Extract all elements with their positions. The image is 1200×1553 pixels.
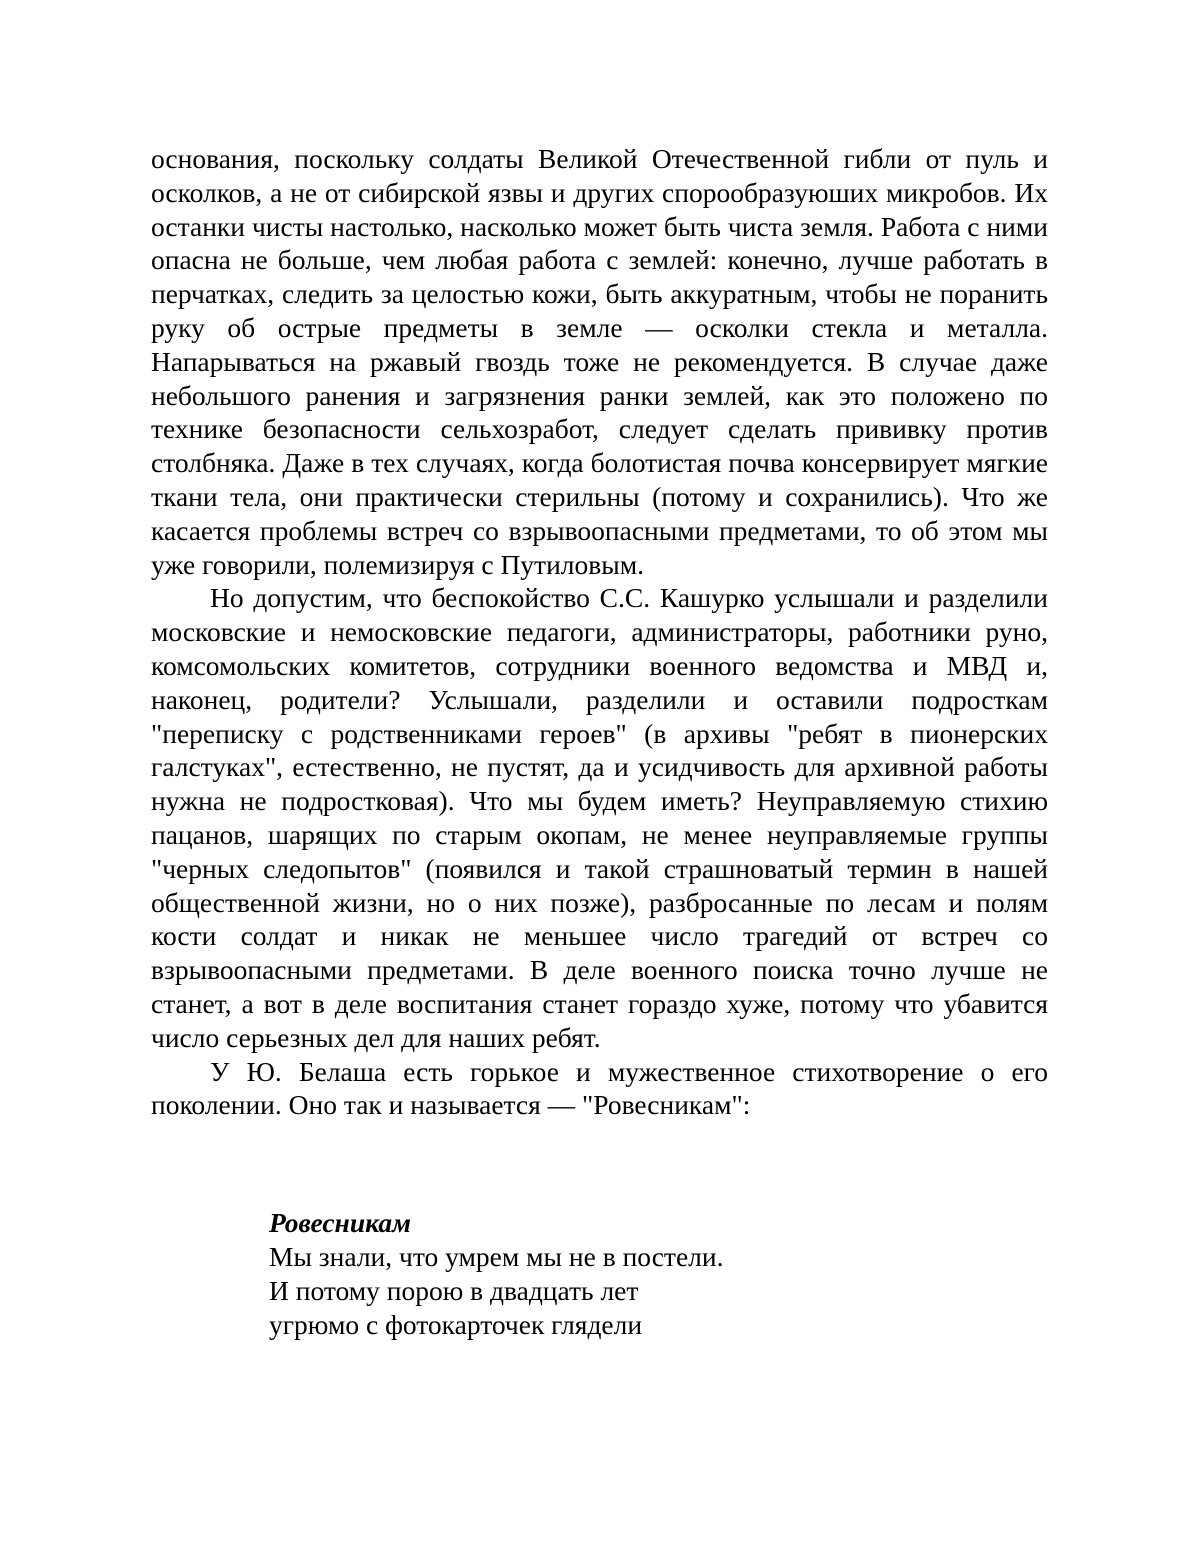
poem-line-3: угрюмо с фотокарточек глядели: [269, 1308, 643, 1340]
poem-line-2: И потому порою в двадцать лет: [269, 1274, 639, 1306]
poem-line-1: Мы знали, что умрем мы не в постели.: [269, 1240, 724, 1272]
paragraph-1: основания, поскольку солдаты Великой Отечественной гибли от пуль и осколков, а не от сибирской язвы и других спорообразуюших микробов. Их останки чисты настолько, насколько может быть чиста земля. Работа с ними опасна не больше, чем любая работа с землей: конечно, лучше работать в перчатках, следить за целостью кожи, быть аккуратным, чтобы не поранить руку об острые предметы в земле — осколки стекла и металла. Напарываться на ржавый гвоздь тоже не рекомендуется. В случае даже небольшого ранения и загрязнения ранки землей, как это положено по технике безопасности сельхозработ, следует сделать прививку против столбняка. Даже в тех случаях, когда болотистая почва консервирует мягкие ткани тела, они практически стерильны (потому и сохранились). Что же касается проблемы встреч со взрывоопасными предметами, то об этом мы уже говорили, полемизируя с Путиловым.: [151, 143, 1048, 580]
poem: [269, 1206, 1048, 1341]
paragraph-2: Но допустим, что беспокойство С.С. Кашурко услышали и разделили московские и немосковские педагоги, администраторы, работники руно, комсомольских комитетов, сотрудники военного ведомства и МВД и, наконец, родители? Услышали, разделили и оставили подросткам "переписку с родственниками героев" (в архивы "ребят в пионерских галстуках", естественно, не пустят, да и усидчивость для архивной работы нужна не подростковая). Что мы будем иметь? Неуправляемую стихию пацанов, шарящих по старым окопам, не менее неуправляемые группы "черных следопытов" (появился и такой страшноватый термин в нашей общественной жизни, но о них позже), разбросанные по лесам и полям кости солдат и никак не меньшее число трагедий от встреч со взрывоопасными предметами. В деле военного поиска точно лучше не станет, а вот в деле воспитания станет гораздо хуже, потому что убавится число серьезных дел для наших ребят.: [151, 582, 1048, 1053]
paragraph-3: У Ю. Белаша есть горькое и мужественное стихотворение о его поколении. Оно так и называется — "Ровесникам":: [151, 1055, 1048, 1121]
document-page: [151, 142, 1048, 1341]
poem-title: Ровесникам: [269, 1207, 411, 1239]
